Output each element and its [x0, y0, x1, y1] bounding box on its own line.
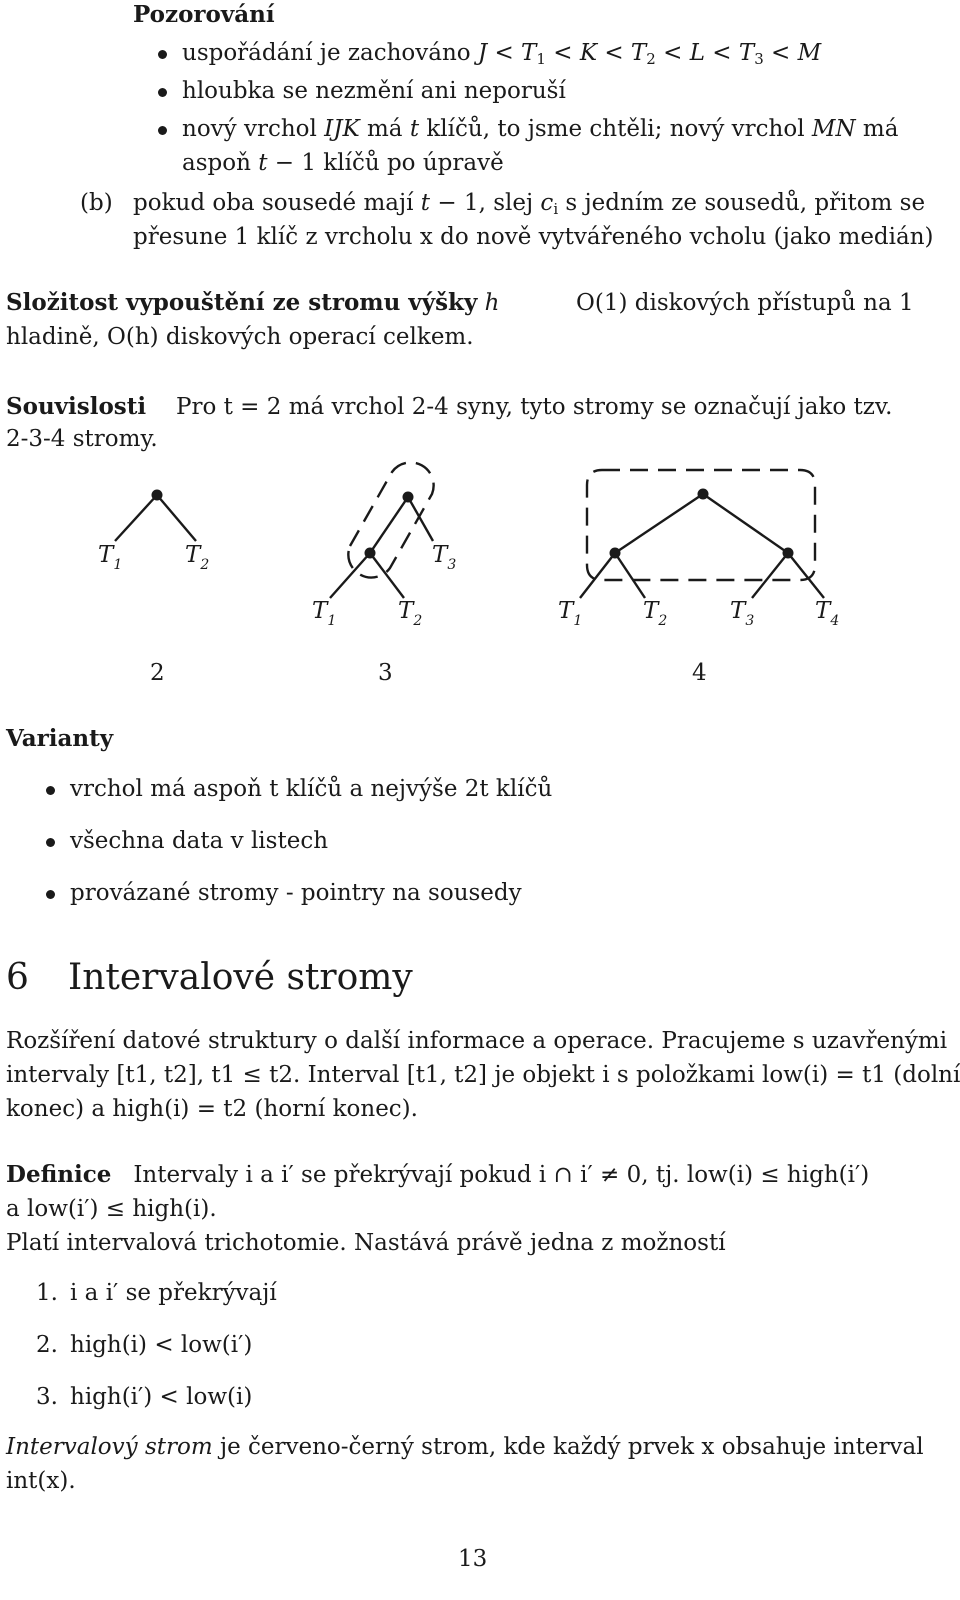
bullet-dot	[46, 838, 55, 847]
complexity-line1-rest: O(1) diskových přístupů na 1	[576, 290, 914, 316]
definition-label: Definice	[6, 1161, 112, 1188]
math: t	[409, 116, 420, 142]
option-number: 3.	[36, 1384, 58, 1410]
text: − 1, slej	[430, 190, 541, 216]
text: má	[359, 116, 410, 142]
tree-node	[403, 492, 414, 503]
math: t	[420, 190, 431, 216]
math: < M	[763, 40, 822, 66]
text: aspoň	[182, 150, 259, 176]
term: Intervalový strom	[6, 1434, 213, 1460]
variant-item: všechna data v listech	[70, 828, 329, 854]
text: Intervaly i a i′ se překrývají pokud i ∩ i′ ≠ 0, tj. low(i) ≤ high(i′)	[133, 1162, 870, 1188]
math: h	[484, 290, 500, 316]
closing-line1	[6, 1432, 924, 1462]
node-type-number: 3	[378, 660, 393, 686]
case-b-marker: (b)	[80, 190, 113, 216]
node-type-number: 2	[150, 660, 165, 686]
observation-item-2: hloubka se nezmění ani neporuší	[182, 78, 566, 104]
subtree-label: $T_3$	[432, 542, 457, 573]
subtree-label: $T_2$	[643, 598, 668, 629]
bullet-dot	[46, 890, 55, 899]
tree-edge	[615, 553, 645, 598]
option-number: 1.	[36, 1280, 58, 1306]
subtree-label: $T_1$	[558, 598, 583, 629]
intro-line: intervaly [t1, t2], t1 ≤ t2. Interval [t1, t2] je objekt i s položkami low(i) = t1 (dolní	[6, 1062, 960, 1088]
subtree-label: $T_4$	[815, 598, 840, 629]
math: < K < T	[545, 40, 647, 66]
tree-edge	[408, 497, 433, 541]
complexity-line2: hladině, O(h) diskových operací celkem.	[6, 324, 474, 350]
tree-edge	[115, 495, 157, 541]
tree-node	[610, 548, 621, 559]
closing-line2: int(x).	[6, 1468, 76, 1494]
tree-edge	[580, 553, 615, 598]
souvislosti-label: Souvislosti	[6, 393, 147, 420]
tree-node	[698, 489, 709, 500]
sub: 1	[536, 50, 546, 68]
math: t	[258, 150, 268, 176]
intro-line: Rozšíření datové struktury o další informace a operace. Pracujeme s uzavřenými	[6, 1028, 948, 1054]
page-number: 13	[458, 1546, 488, 1572]
math: IJK	[324, 116, 360, 142]
math: MN	[811, 116, 856, 142]
section-title: Intervalové stromy	[68, 957, 413, 998]
variant-item: vrchol má aspoň t klíčů a nejvýše 2t klíčů	[70, 776, 553, 802]
tree-edge	[615, 494, 703, 553]
text: s jedním ze sousedů, přitom se	[558, 190, 926, 216]
tree-edge	[752, 553, 788, 598]
variants-heading: Varianty	[6, 725, 114, 752]
tree-edge	[370, 553, 404, 598]
tree-node	[365, 548, 376, 559]
option-text: high(i′) < low(i)	[70, 1384, 253, 1410]
tree-node	[152, 490, 163, 501]
definition-line2: a low(i′) ≤ high(i).	[6, 1196, 217, 1222]
subtree-label: $T_3$	[730, 598, 755, 629]
section-number: 6	[6, 957, 29, 998]
text: nový vrchol	[182, 116, 325, 142]
text: má	[855, 116, 899, 142]
math: J < T	[477, 40, 537, 66]
definition-line1	[6, 1160, 869, 1190]
intro-line: konec) a high(i) = t2 (horní konec).	[6, 1096, 418, 1122]
text: pokud oba sousedé mají	[133, 190, 421, 216]
definition-line3: Platí intervalová trichotomie. Nastává právě jedna z možností	[6, 1230, 726, 1256]
text: − 1 klíčů po úpravě	[267, 150, 504, 176]
souvislosti-line1: Pro t = 2 má vrchol 2-4 syny, tyto stromy se označují jako tzv.	[176, 394, 893, 420]
subtree-label: $T_1$	[98, 542, 123, 573]
text: uspořádání je zachováno	[182, 40, 478, 66]
text: je červeno-černý strom, kde každý prvek x obsahuje interval	[212, 1434, 924, 1460]
case-b-line2: přesune 1 klíč z vrcholu x do nově vytvářeného vcholu (jako medián)	[133, 224, 934, 250]
observation-heading: Pozorování	[133, 1, 275, 28]
tree-edge	[788, 553, 824, 598]
variant-item: provázané stromy - pointry na sousedy	[70, 880, 522, 906]
sub: i	[553, 200, 559, 218]
tree-edge	[157, 495, 196, 541]
sub: 3	[754, 50, 764, 68]
math: c	[540, 190, 554, 216]
option-number: 2.	[36, 1332, 58, 1358]
math: < L < T	[655, 40, 755, 66]
souvislosti-line2: 2-3-4 stromy.	[6, 426, 158, 452]
subtree-label: $T_2$	[398, 598, 423, 629]
tree-node	[783, 548, 794, 559]
complexity-label: Složitost vypouštění ze stromu výšky	[6, 289, 478, 316]
option-text: high(i) < low(i′)	[70, 1332, 253, 1358]
subtree-label: $T_2$	[185, 542, 210, 573]
text: klíčů, to jsme chtěli; nový vrchol	[419, 116, 812, 142]
node-type-number: 4	[692, 660, 707, 686]
sub: 2	[646, 50, 656, 68]
bullet-dot	[46, 786, 55, 795]
subtree-label: $T_1$	[312, 598, 337, 629]
tree-edge	[703, 494, 788, 553]
option-text: i a i′ se překrývají	[70, 1280, 277, 1306]
